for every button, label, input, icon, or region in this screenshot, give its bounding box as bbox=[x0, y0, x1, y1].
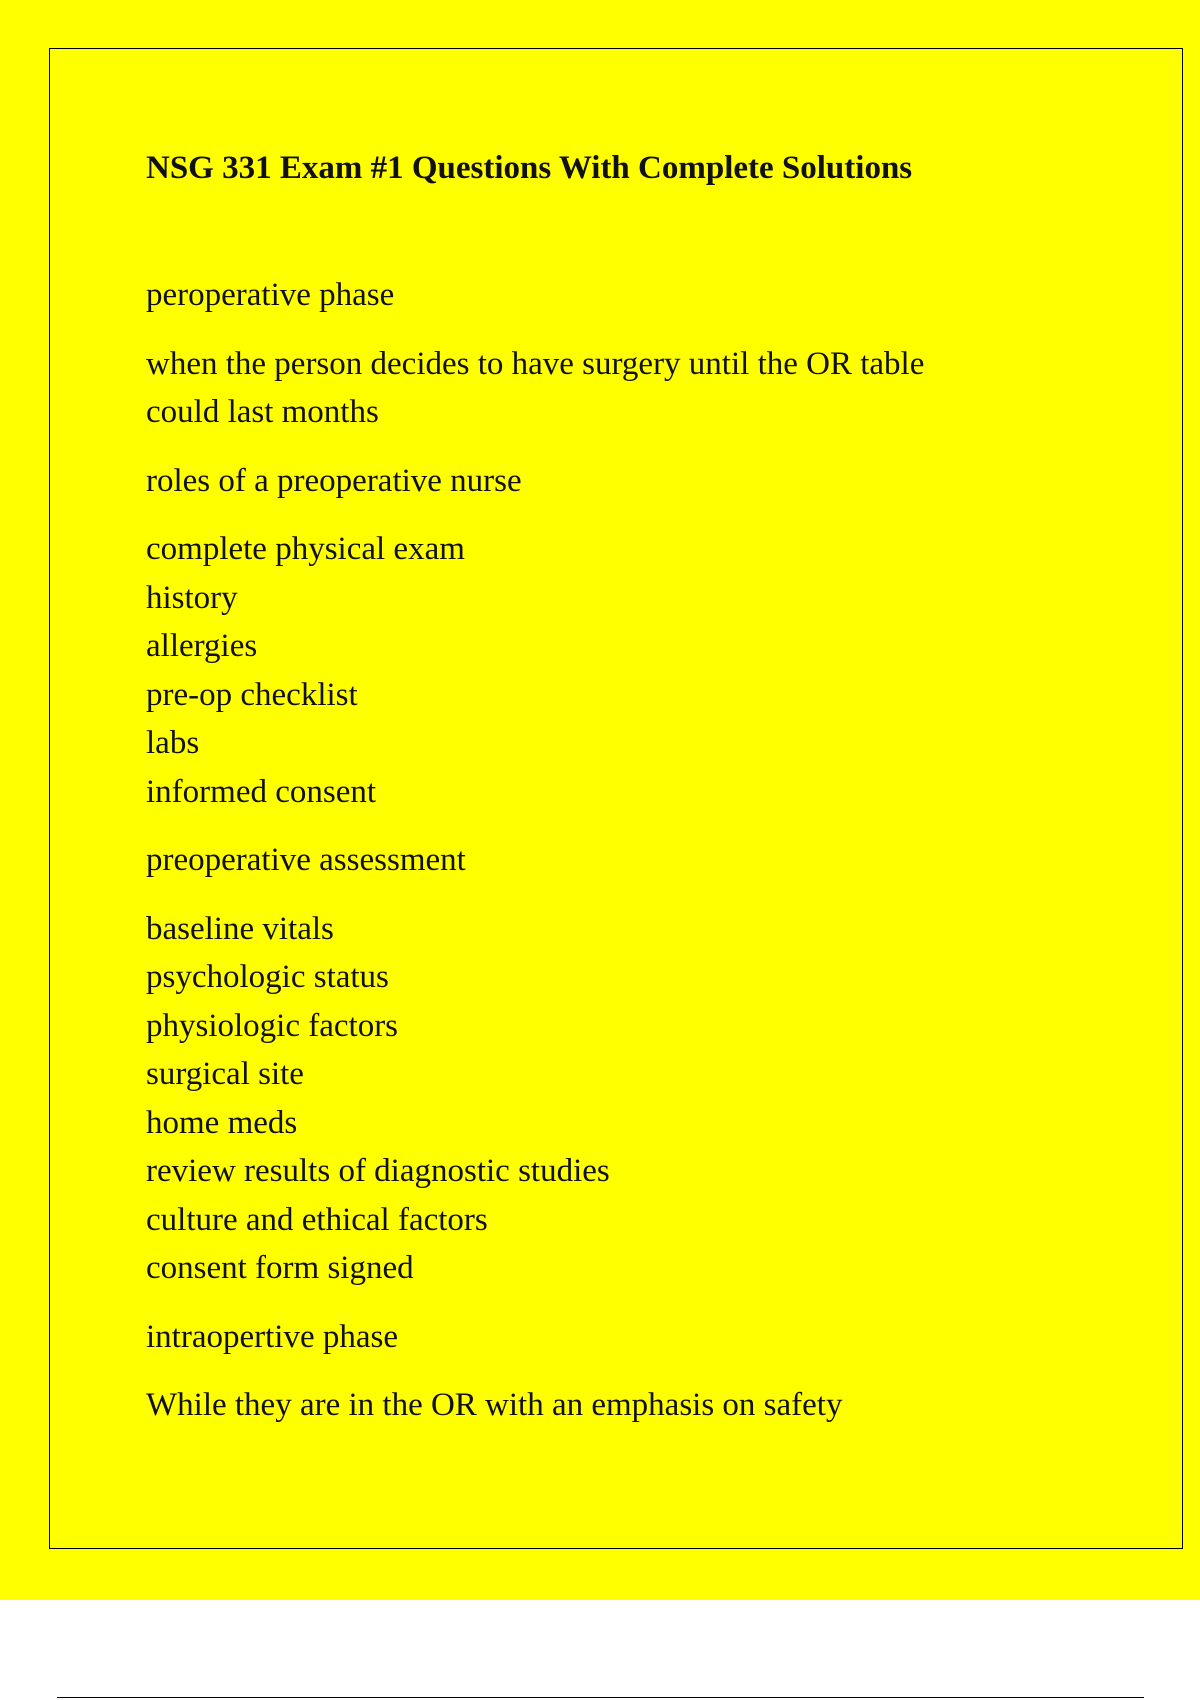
answer-line: labs bbox=[146, 725, 200, 761]
answer-line: surgical site bbox=[146, 1056, 304, 1092]
answer-line: consent form signed bbox=[146, 1250, 414, 1286]
document-content bbox=[146, 140, 1046, 1450]
answer-line: While they are in the OR with an emphasis on safety bbox=[146, 1387, 843, 1423]
answer-line: allergies bbox=[146, 628, 258, 664]
answer-line: baseline vitals bbox=[146, 910, 334, 947]
document-title: NSG 331 Exam #1 Questions With Complete Solutions bbox=[146, 150, 913, 186]
answer-line: informed consent bbox=[146, 773, 377, 810]
answer-line: when the person decides to have surgery until the OR table bbox=[146, 345, 925, 382]
question-text: preoperative assessment bbox=[146, 842, 466, 878]
answer-line: complete physical exam bbox=[146, 531, 465, 567]
question-text: intraopertive phase bbox=[146, 1318, 398, 1355]
answer-line: culture and ethical factors bbox=[146, 1201, 488, 1238]
answer-4 bbox=[146, 1381, 1046, 1430]
footer-divider bbox=[57, 1697, 1144, 1698]
answer-line: history bbox=[146, 579, 238, 616]
answer-line: review results of diagnostic studies bbox=[146, 1153, 610, 1189]
question-3 bbox=[146, 836, 1046, 885]
answer-line: psychologic status bbox=[146, 959, 389, 995]
question-text: roles of a preoperative nurse bbox=[146, 462, 522, 499]
question-2 bbox=[146, 457, 1046, 506]
answer-line: physiologic factors bbox=[146, 1007, 399, 1044]
question-text: peroperative phase bbox=[146, 277, 395, 313]
answer-line: pre-op checklist bbox=[146, 676, 358, 713]
answer-1 bbox=[146, 340, 1046, 437]
answer-3 bbox=[146, 905, 1046, 1293]
answer-line: could last months bbox=[146, 394, 379, 430]
question-4 bbox=[146, 1313, 1046, 1362]
answer-line: home meds bbox=[146, 1104, 298, 1141]
question-1 bbox=[146, 271, 1046, 320]
answer-2 bbox=[146, 525, 1046, 816]
